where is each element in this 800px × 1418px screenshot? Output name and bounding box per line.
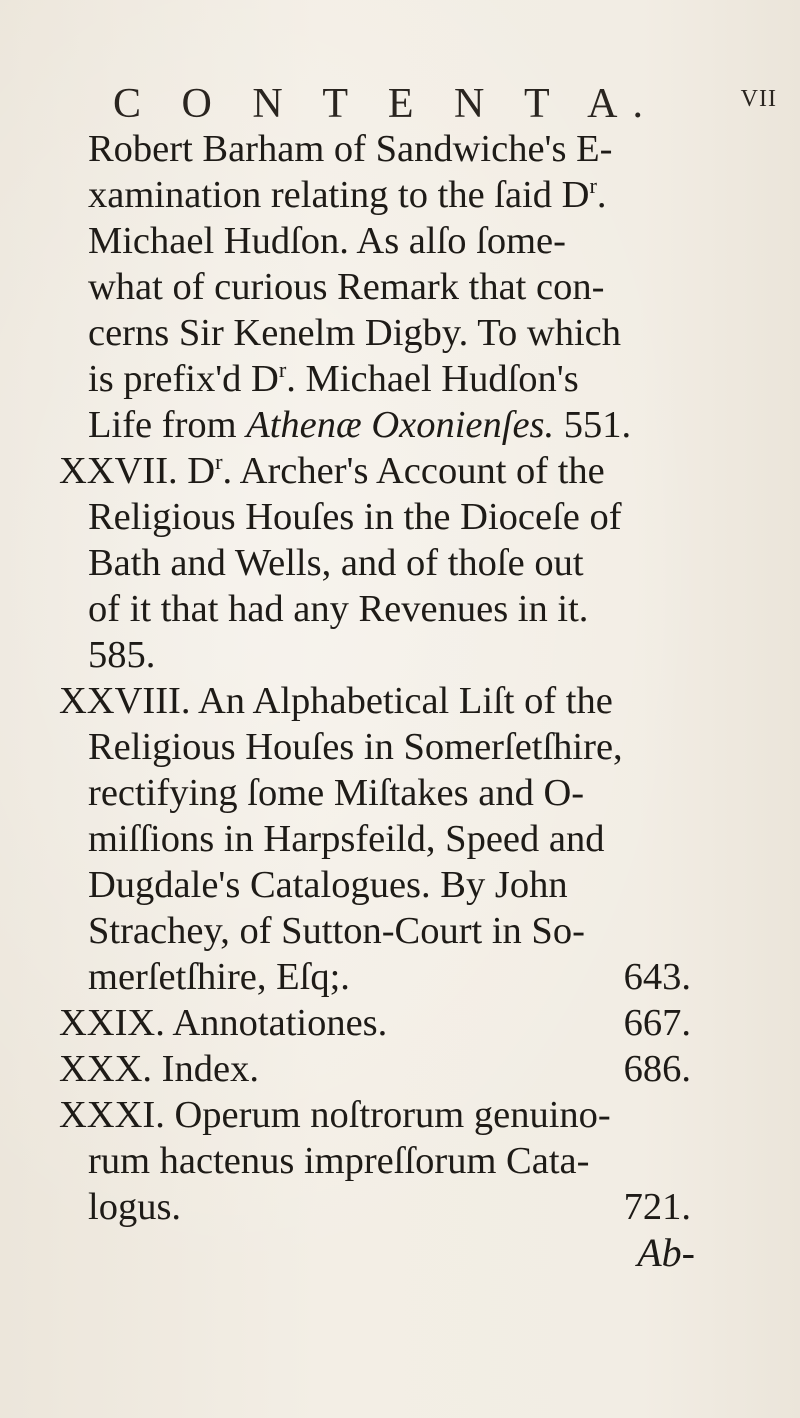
entry-line: of it that had any Revenues in it.	[88, 588, 589, 630]
entry-line	[59, 172, 749, 218]
page-number: 686.	[623, 1048, 691, 1090]
entry-line: Bath and Wells, and of thoſe out	[88, 542, 584, 584]
entry-line: Robert Barham of Sandwiche's E-	[88, 128, 613, 170]
page-number: 643.	[623, 956, 691, 998]
entry-line: Dugdale's Catalogues. By John	[88, 864, 568, 906]
entry-text: xamination relating to the ſaid D	[88, 174, 590, 216]
entry-line	[59, 448, 749, 494]
entry-line: Strachey, of Sutton-Court in So-	[88, 910, 585, 952]
entry-line: Religious Houſes in Somerſetſhire,	[88, 726, 623, 768]
contents-entry	[59, 1046, 749, 1092]
entry-line: cerns Sir Kenelm Digby. To which	[88, 312, 622, 354]
contents-entry	[59, 448, 749, 678]
entry-line	[59, 356, 749, 402]
superscript: r	[215, 449, 223, 475]
entry-text: Life from	[88, 404, 247, 446]
contents-list	[59, 126, 749, 1276]
running-head: C O N T E N T A.	[113, 81, 658, 127]
catchword: Ab-	[637, 1230, 695, 1275]
entry-text: merſetſhire, Eſq;.	[88, 956, 350, 998]
entry-line: XXVIII. An Alphabetical Liſt of the	[59, 680, 613, 722]
entry-line: Michael Hudſon. As alſo ſome-	[88, 220, 566, 262]
page-number: 667.	[623, 1002, 691, 1044]
entry-line	[59, 954, 749, 1000]
entry-line	[59, 402, 749, 448]
page-number: 585.	[88, 634, 156, 676]
entry-line	[59, 1184, 749, 1230]
entry-line: rectifying ſome Miſtakes and O-	[88, 772, 585, 814]
entry-line: XXXI. Operum noſtrorum genuino-	[59, 1094, 611, 1136]
contents-entry	[59, 1000, 749, 1046]
superscript: r	[278, 357, 287, 383]
entry-line: miſſions in Harpsfeild, Speed and	[88, 818, 605, 860]
contents-entry	[59, 126, 749, 448]
page-number: 721.	[623, 1186, 691, 1228]
contents-entry	[59, 1092, 749, 1276]
entry-text: . Michael Hudſon's	[286, 358, 579, 400]
entry-text: . Archer's Account of the	[222, 450, 605, 492]
entry-line: Religious Houſes in the Dioceſe of	[88, 496, 622, 538]
entry-text: logus.	[88, 1186, 182, 1228]
page-number: 551.	[563, 404, 632, 446]
entry-text: XXX. Index.	[59, 1048, 259, 1090]
entry-text: XXVII. D	[59, 450, 216, 492]
entry-line	[59, 1000, 749, 1046]
entry-text: .	[596, 174, 607, 216]
page-header	[113, 80, 777, 130]
page-folio: VII	[740, 86, 777, 112]
superscript: r	[589, 173, 597, 199]
contents-entry	[59, 678, 749, 1000]
entry-text: is prefix'd D	[88, 358, 279, 400]
entry-line	[59, 632, 749, 678]
entry-line: what of curious Remark that con-	[88, 266, 605, 308]
entry-text: XXIX. Annotationes.	[59, 1002, 388, 1044]
entry-line: rum hactenus impreſſorum Cata-	[88, 1140, 590, 1182]
entry-line	[59, 1046, 749, 1092]
source-title: Athenæ Oxonienſes.	[246, 404, 555, 446]
entry-line	[59, 1230, 749, 1276]
